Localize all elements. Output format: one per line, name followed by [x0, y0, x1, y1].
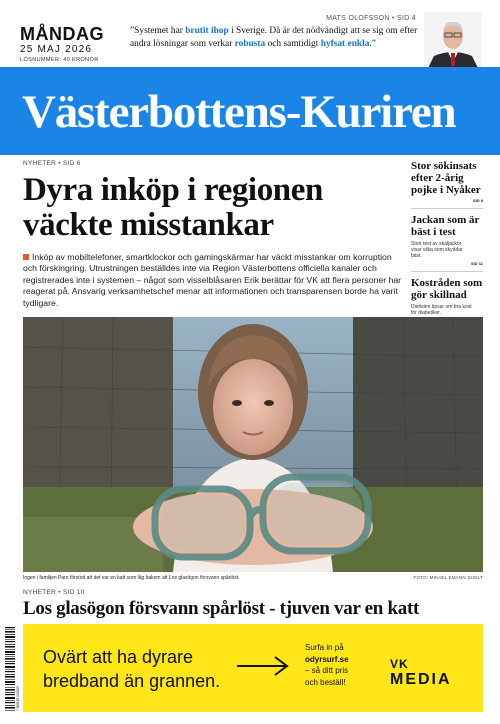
side-teasers	[411, 160, 483, 333]
side-text: Dietisten tipsar om bra kost för diabetiker.	[411, 304, 472, 316]
logo-vk: VK	[390, 657, 409, 671]
side-page-ref: SID 11	[470, 261, 483, 266]
side-headline: Jackan som är bäst i test	[411, 214, 480, 238]
ad-cta-line: – så ditt pris	[305, 666, 349, 675]
lead-headline[interactable]	[23, 173, 408, 243]
square-bullet-icon	[23, 254, 29, 260]
quote-highlight: hyfsat enkla	[320, 39, 370, 49]
newspaper-title[interactable]: Västerbottens-Kuriren	[22, 86, 456, 138]
quote-byline: MATS OLOFSSON • SID 4	[326, 15, 416, 22]
logo-media: MEDIA	[390, 671, 452, 688]
barcode-number: 7 388156 904003	[16, 686, 20, 711]
advertisement[interactable]	[23, 624, 483, 712]
photo-credit: FOTO: MIKAEL EMANN SHOLT	[413, 575, 483, 580]
side-teaser[interactable]	[411, 160, 483, 209]
lead-photo[interactable]	[23, 317, 483, 572]
second-kicker: NYHETER • SID 10	[23, 589, 85, 596]
side-headline: Kostråden som gör skillnad	[411, 277, 483, 301]
quote-text: och samtidigt	[265, 39, 321, 49]
quote-highlight: robusta	[234, 39, 266, 49]
second-headline[interactable]: Los glasögon försvann spårlöst - tjuven var en katt	[23, 598, 420, 619]
side-headline: Stor sökinsats efter 2-årig pojke i Nyåker	[411, 160, 481, 196]
second-story[interactable]	[23, 584, 483, 620]
vk-media-logo	[390, 657, 452, 689]
quote-text: ”Systemet har	[130, 26, 186, 36]
quote-text: .”	[369, 39, 376, 49]
ad-cta-line: och beställ!	[305, 677, 346, 687]
lead-body	[23, 252, 408, 309]
weekday: MÅNDAG	[20, 24, 104, 44]
headline-line: väckte misstankar	[23, 207, 274, 243]
masthead	[0, 67, 500, 155]
side-page-ref: SID 8	[472, 198, 483, 203]
ad-slogan-line: bredband än grannen.	[43, 671, 221, 691]
lead-kicker: NYHETER • SID 6	[23, 160, 81, 167]
quote-text: i Sverige. Då är det nödvändigt att se sig om efter andra lösningar som verkar	[130, 26, 418, 49]
teaser-quote[interactable]	[130, 25, 430, 51]
ad-cta-line: Surfa in på	[305, 643, 344, 652]
side-teaser[interactable]	[411, 214, 483, 272]
ad-slogan-line: Ovärt att ha dyrare	[43, 647, 194, 667]
columnist-portrait	[424, 12, 482, 68]
ad-call-to-action[interactable]	[305, 642, 349, 688]
top-strip	[18, 12, 488, 70]
arrow-right-icon	[235, 654, 291, 678]
ad-cta-url[interactable]: odyrsurf.se	[305, 654, 349, 664]
ad-slogan	[43, 645, 220, 693]
issue-date: 25 MAJ 2026	[20, 44, 93, 55]
lead-body-text: Inköp av mobiltelefoner, smartklockor och gamingskärmar har väckt misstankar om korruption och förskingring. Utrustningen beställdes inte via Region Västerbottens officiella kanaler och registrerades inte i systemen – något som visselblåsaren Erik berättar för VK att flera personer har reagerat på. Ansvarig verksamhetschef menar att informationen och transparensen borde ha varit tydligare.	[23, 252, 402, 308]
photo-caption: Ingen i familjen Paro förstod att det var en katt som låg bakom att Los glasögon försvann spårlöst.	[23, 575, 240, 581]
issue-price: LÖSNUMMER: 40 KRONOR	[20, 57, 99, 63]
headline-line: Dyra inköp i regionen	[23, 172, 323, 208]
quote-highlight: brutit ihop	[185, 26, 229, 36]
barcode	[3, 625, 21, 715]
lead-story[interactable]	[23, 160, 408, 309]
side-text: Stort test av skaljackor visar vilka som skyddar bäst.	[411, 241, 463, 259]
